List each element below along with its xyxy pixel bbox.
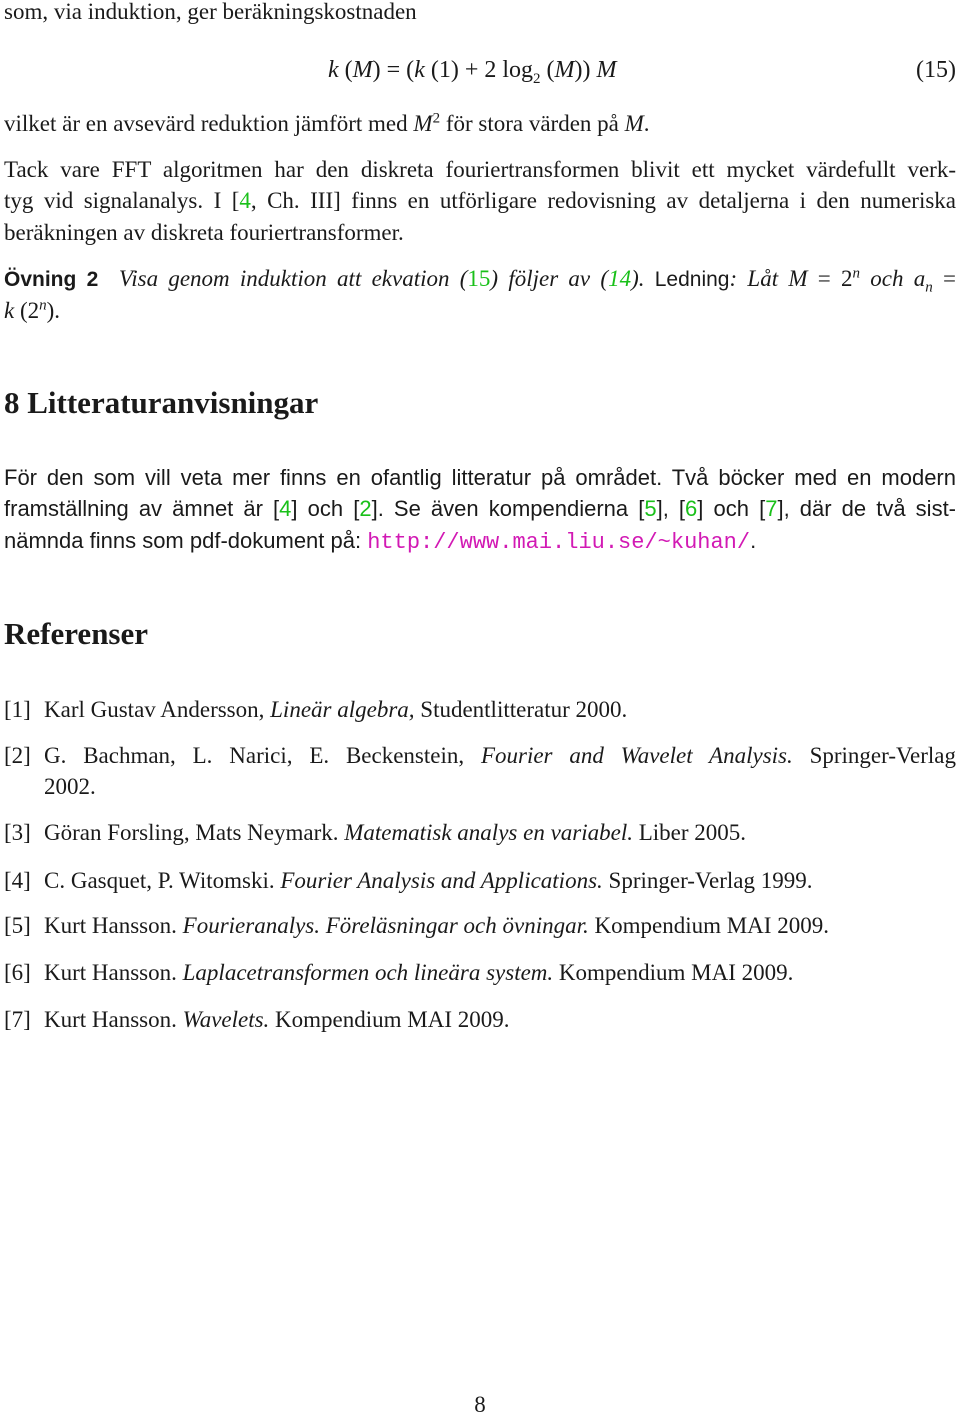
paragraph-line: För den som vill veta mer finns en ofantlig litteratur på området. Två böcker med en modern	[4, 465, 956, 490]
exercise-line: Övning 2 Visa genom induktion att ekvation (15) följer av (14). Ledning: Låt $M = 2^n$ och $a_n$ =	[4, 265, 956, 296]
reference-item: [2] G. Bachman, L. Narici, E. Beckenstein, Fourier and Wavelet Analysis. Springer-Verlag	[4, 743, 957, 768]
equation-15: k (M) = (k (1) + 2 $\log_2 (M)$) M	[328, 57, 617, 87]
citation-link[interactable]: 4	[279, 496, 292, 521]
reference-item: [4] C. Gasquet, P. Witomski. Fourier Analysis and Applications. Springer-Verlag 1999.	[4, 868, 813, 893]
citation-link[interactable]: 6	[685, 496, 698, 521]
reference-item: [1] Karl Gustav Andersson, Lineär algebra, Studentlitteratur 2000.	[4, 697, 628, 722]
citation-link[interactable]: 2	[359, 496, 372, 521]
citation-link[interactable]: 7	[765, 496, 778, 521]
intro-line: som, via induktion, ger beräkningskostnaden	[4, 0, 417, 24]
references-heading: Referenser	[4, 616, 149, 651]
reference-item: [3] Göran Forsling, Mats Neymark. Matematisk analys en variabel. Liber 2005.	[4, 820, 747, 845]
equation-ref-link[interactable]: 15	[467, 266, 491, 291]
equation-number: (15)	[916, 57, 956, 83]
text-line: vilket är en avsevärd reduktion jämfört med $M^2$ för stora värden på M.	[4, 110, 650, 136]
section-heading: 8 Litteraturanvisningar	[4, 385, 319, 420]
paragraph-line: beräkningen av diskreta fouriertransformer.	[4, 220, 404, 245]
page-number: 8	[474, 1392, 486, 1417]
reference-item: [6] Kurt Hansson. Laplacetransformen och lineära system. Kompendium MAI 2009.	[4, 960, 794, 985]
paragraph-line: tyg vid signalanalys. I [4, Ch. III] finns en utförligare redovisning av detaljerna i den numeriska	[4, 188, 956, 213]
exercise-label: Övning 2	[4, 268, 99, 291]
reference-item: [5] Kurt Hansson. Fourieranalys. Föreläsningar och övningar. Kompendium MAI 2009.	[4, 913, 829, 938]
citation-link[interactable]: 4	[239, 188, 251, 213]
paragraph-line: framställning av ämnet är [4] och [2]. Se även kompendierna [5], [6] och [7], där de två sist-	[4, 496, 957, 521]
reference-item-continuation: 2002.	[44, 774, 96, 799]
citation-link[interactable]: 5	[644, 496, 657, 521]
paragraph-line: nämnda finns som pdf-dokument på: http://www.mai.liu.se/~kuhan/.	[4, 528, 757, 555]
reference-item: [7] Kurt Hansson. Wavelets. Kompendium MAI 2009.	[4, 1007, 510, 1032]
url-link[interactable]: http://www.mai.liu.se/~kuhan/	[367, 530, 751, 555]
exercise-line: k (2$^n$).	[4, 297, 61, 323]
equation-ref-link[interactable]: 14	[608, 266, 632, 291]
paragraph-line: Tack vare FFT algoritmen har den diskreta fouriertransformen blivit ett mycket värdefullt verk-	[4, 157, 956, 182]
